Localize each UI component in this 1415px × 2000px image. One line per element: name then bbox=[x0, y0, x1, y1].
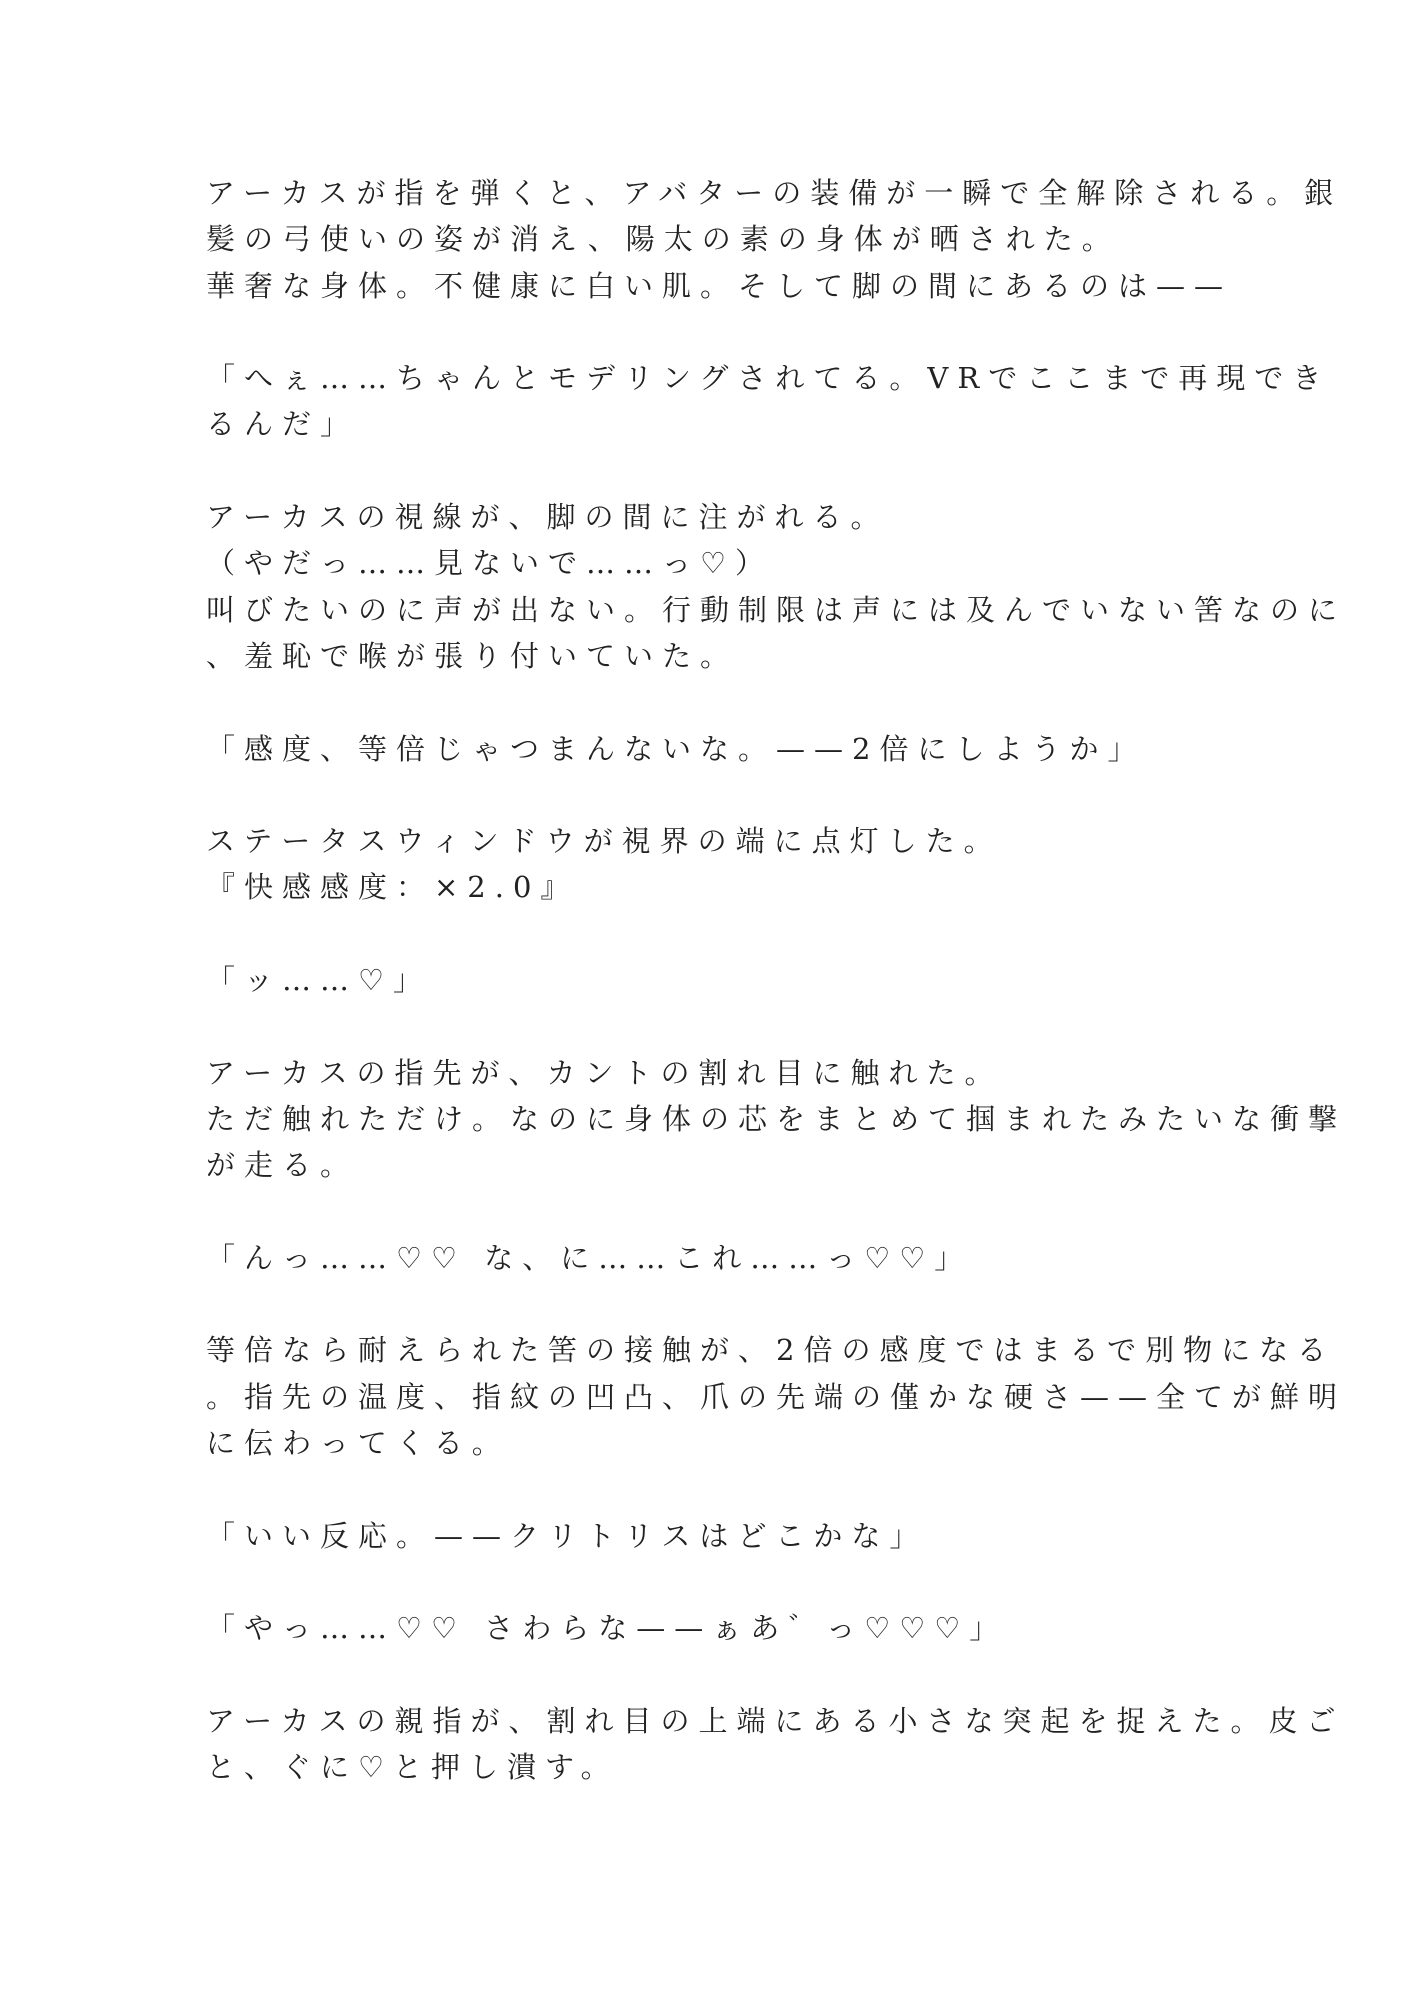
text-line: ステータスウィンドウが視界の端に点灯した。 bbox=[206, 824, 1002, 859]
blank-line bbox=[206, 1652, 1186, 1698]
blank-line bbox=[206, 911, 1186, 957]
blank-line bbox=[206, 1281, 1186, 1327]
text-line: 「ッ……♡」 bbox=[206, 963, 431, 998]
blank-line bbox=[206, 1466, 1186, 1512]
text-line: 髪の弓使いの姿が消え、陽太の素の身体が晒された。 bbox=[206, 222, 1120, 257]
text-line: 『快感感度：×2.0』 bbox=[206, 870, 579, 905]
text-line: 「へぇ……ちゃんとモデリングされてる。VRでここまで再現でき bbox=[206, 361, 1331, 396]
text-line: アーカスが指を弾くと、アバターの装備が一瞬で全解除される。銀 bbox=[206, 176, 1343, 210]
blank-line bbox=[206, 1559, 1186, 1605]
text-line: と、ぐに♡と押し潰す。 bbox=[206, 1750, 619, 1785]
text-line: 華奢な身体。不健康に白い肌。そして脚の間にあるのは—— bbox=[206, 268, 1233, 303]
text-line: ただ触れただけ。なのに身体の芯をまとめて掴まれたみたいな衝撃 bbox=[206, 1101, 1347, 1136]
text-line: アーカスの視線が、脚の間に注がれる。 bbox=[206, 500, 889, 535]
text-line: 「んっ……♡♡ な、に……これ……っ♡♡」 bbox=[206, 1240, 973, 1275]
text-line: 叫びたいのに声が出ない。行動制限は声には及んでいない筈なのに bbox=[206, 592, 1347, 627]
text-line: 等倍なら耐えられた筈の接触が、2倍の感度ではまるで別物になる bbox=[206, 1333, 1336, 1368]
text-line: るんだ」 bbox=[206, 407, 359, 442]
text-line: アーカスの指先が、カントの割れ目に触れた。 bbox=[206, 1055, 1003, 1090]
text-line: 「いい反応。——クリトリスはどこかな」 bbox=[206, 1518, 928, 1553]
text-line: 。指先の温度、指紋の凹凸、爪の先端の僅かな硬さ——全てが鮮明 bbox=[206, 1379, 1347, 1414]
blank-line bbox=[206, 1003, 1186, 1049]
text-line: 「感度、等倍じゃつまんないな。——2倍にしようか」 bbox=[206, 731, 1146, 766]
text-line: 、羞恥で喉が張り付いていた。 bbox=[206, 638, 739, 673]
blank-line bbox=[206, 1189, 1186, 1235]
blank-line bbox=[206, 448, 1186, 494]
blank-line bbox=[206, 772, 1186, 818]
text-line: （やだっ……見ないで……っ♡） bbox=[206, 546, 773, 581]
blank-line bbox=[206, 679, 1186, 725]
text-line: に伝わってくる。 bbox=[206, 1426, 510, 1461]
text-line: 「やっ……♡♡ さわらな——ぁあ゛っ♡♡♡」 bbox=[206, 1611, 1008, 1646]
body-text bbox=[206, 170, 1347, 1790]
blank-line bbox=[206, 309, 1186, 355]
text-line: アーカスの親指が、割れ目の上端にある小さな突起を捉えた。皮ご bbox=[206, 1703, 1345, 1738]
text-line: が走る。 bbox=[206, 1148, 359, 1183]
